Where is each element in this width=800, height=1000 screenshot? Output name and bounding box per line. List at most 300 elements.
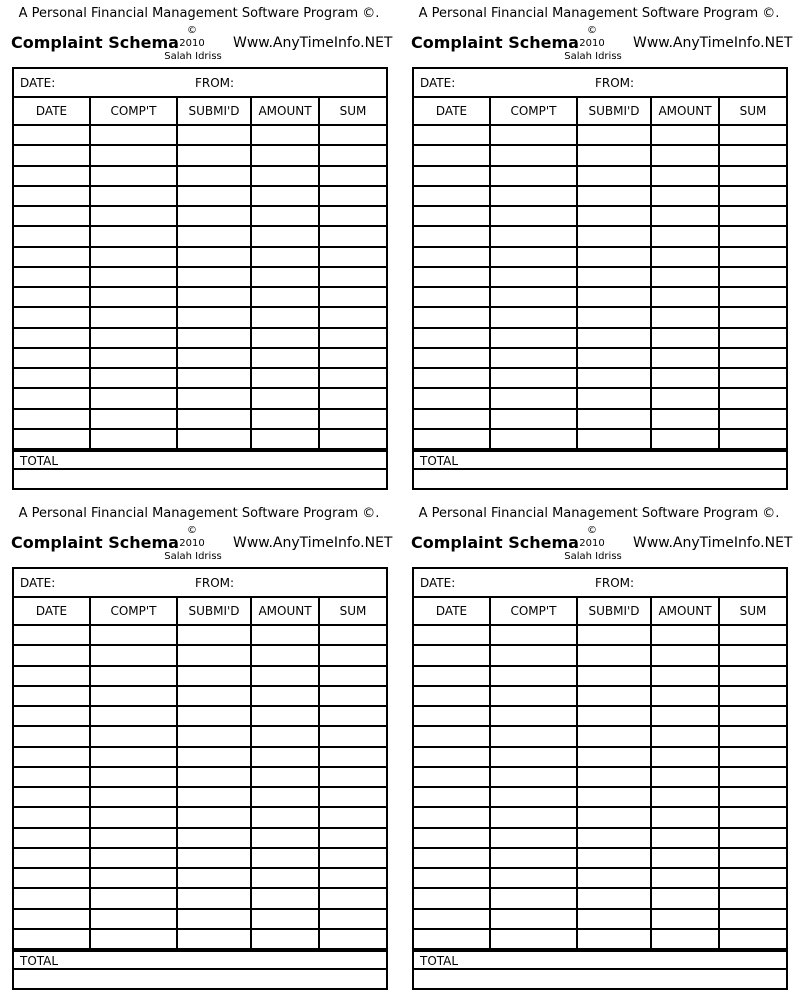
table-cell[interactable] xyxy=(90,909,177,929)
table-cell[interactable] xyxy=(319,287,386,307)
table-cell[interactable] xyxy=(251,807,319,827)
table-cell[interactable] xyxy=(651,868,719,888)
table-cell[interactable] xyxy=(651,409,719,429)
table-cell[interactable] xyxy=(651,706,719,726)
table-cell[interactable] xyxy=(251,145,319,165)
table-cell[interactable] xyxy=(719,328,786,348)
table-cell[interactable] xyxy=(719,409,786,429)
table-cell[interactable] xyxy=(177,686,251,706)
table-cell[interactable] xyxy=(251,726,319,746)
table-cell[interactable] xyxy=(251,388,319,408)
table-cell[interactable] xyxy=(177,645,251,665)
table-cell[interactable] xyxy=(319,125,386,145)
table-cell[interactable] xyxy=(490,388,577,408)
table-cell[interactable] xyxy=(490,666,577,686)
table-cell[interactable] xyxy=(719,186,786,206)
table-cell[interactable] xyxy=(251,368,319,388)
website-link[interactable]: Www.AnyTimeInfo.NET xyxy=(233,35,393,51)
table-cell[interactable] xyxy=(90,625,177,645)
table-cell[interactable] xyxy=(577,267,651,287)
table-cell[interactable] xyxy=(414,929,490,949)
table-cell[interactable] xyxy=(319,888,386,908)
table-cell[interactable] xyxy=(177,267,251,287)
table-cell[interactable] xyxy=(90,429,177,449)
table-cell[interactable] xyxy=(414,787,490,807)
table-cell[interactable] xyxy=(651,828,719,848)
table-cell[interactable] xyxy=(251,125,319,145)
table-cell[interactable] xyxy=(177,828,251,848)
table-cell[interactable] xyxy=(319,686,386,706)
table-cell[interactable] xyxy=(251,429,319,449)
table-cell[interactable] xyxy=(577,848,651,868)
table-cell[interactable] xyxy=(490,247,577,267)
table-cell[interactable] xyxy=(319,929,386,949)
table-cell[interactable] xyxy=(251,747,319,767)
table-cell[interactable] xyxy=(319,429,386,449)
table-cell[interactable] xyxy=(651,686,719,706)
table-cell[interactable] xyxy=(414,645,490,665)
table-cell[interactable] xyxy=(651,166,719,186)
table-cell[interactable] xyxy=(90,287,177,307)
table-cell[interactable] xyxy=(651,909,719,929)
table-cell[interactable] xyxy=(719,145,786,165)
table-cell[interactable] xyxy=(651,747,719,767)
table-cell[interactable] xyxy=(14,206,90,226)
table-cell[interactable] xyxy=(177,787,251,807)
table-cell[interactable] xyxy=(490,706,577,726)
table-cell[interactable] xyxy=(577,706,651,726)
table-cell[interactable] xyxy=(14,726,90,746)
table-cell[interactable] xyxy=(90,368,177,388)
table-cell[interactable] xyxy=(14,828,90,848)
table-cell[interactable] xyxy=(14,429,90,449)
table-cell[interactable] xyxy=(251,247,319,267)
table-cell[interactable] xyxy=(319,828,386,848)
table-cell[interactable] xyxy=(490,807,577,827)
table-cell[interactable] xyxy=(577,125,651,145)
table-cell[interactable] xyxy=(14,706,90,726)
table-cell[interactable] xyxy=(490,125,577,145)
table-cell[interactable] xyxy=(651,348,719,368)
table-cell[interactable] xyxy=(319,909,386,929)
table-cell[interactable] xyxy=(651,186,719,206)
table-cell[interactable] xyxy=(490,828,577,848)
table-cell[interactable] xyxy=(577,429,651,449)
table-cell[interactable] xyxy=(319,267,386,287)
table-cell[interactable] xyxy=(14,328,90,348)
table-cell[interactable] xyxy=(90,206,177,226)
table-cell[interactable] xyxy=(90,388,177,408)
table-cell[interactable] xyxy=(90,307,177,327)
table-cell[interactable] xyxy=(414,307,490,327)
table-cell[interactable] xyxy=(319,206,386,226)
table-cell[interactable] xyxy=(14,186,90,206)
table-cell[interactable] xyxy=(177,307,251,327)
table-cell[interactable] xyxy=(651,807,719,827)
table-cell[interactable] xyxy=(414,186,490,206)
table-cell[interactable] xyxy=(414,807,490,827)
table-cell[interactable] xyxy=(177,429,251,449)
table-cell[interactable] xyxy=(177,767,251,787)
table-cell[interactable] xyxy=(414,328,490,348)
table-cell[interactable] xyxy=(490,368,577,388)
table-cell[interactable] xyxy=(719,686,786,706)
table-cell[interactable] xyxy=(251,206,319,226)
table-cell[interactable] xyxy=(90,328,177,348)
table-cell[interactable] xyxy=(251,226,319,246)
table-cell[interactable] xyxy=(414,909,490,929)
table-cell[interactable] xyxy=(414,409,490,429)
table-cell[interactable] xyxy=(90,848,177,868)
table-cell[interactable] xyxy=(414,145,490,165)
table-cell[interactable] xyxy=(414,267,490,287)
table-cell[interactable] xyxy=(90,186,177,206)
table-cell[interactable] xyxy=(651,848,719,868)
table-cell[interactable] xyxy=(90,868,177,888)
table-cell[interactable] xyxy=(319,848,386,868)
table-cell[interactable] xyxy=(719,726,786,746)
table-cell[interactable] xyxy=(719,287,786,307)
table-cell[interactable] xyxy=(490,226,577,246)
table-cell[interactable] xyxy=(577,666,651,686)
table-cell[interactable] xyxy=(251,828,319,848)
table-cell[interactable] xyxy=(490,328,577,348)
table-cell[interactable] xyxy=(14,747,90,767)
table-cell[interactable] xyxy=(651,145,719,165)
table-cell[interactable] xyxy=(90,267,177,287)
table-cell[interactable] xyxy=(251,686,319,706)
table-cell[interactable] xyxy=(90,409,177,429)
table-cell[interactable] xyxy=(14,848,90,868)
table-cell[interactable] xyxy=(414,747,490,767)
table-cell[interactable] xyxy=(14,368,90,388)
table-cell[interactable] xyxy=(490,767,577,787)
table-cell[interactable] xyxy=(14,868,90,888)
table-cell[interactable] xyxy=(490,787,577,807)
table-cell[interactable] xyxy=(577,807,651,827)
table-cell[interactable] xyxy=(414,666,490,686)
table-cell[interactable] xyxy=(177,287,251,307)
table-cell[interactable] xyxy=(414,726,490,746)
table-cell[interactable] xyxy=(90,706,177,726)
table-cell[interactable] xyxy=(319,645,386,665)
table-cell[interactable] xyxy=(251,888,319,908)
table-cell[interactable] xyxy=(490,307,577,327)
table-cell[interactable] xyxy=(414,166,490,186)
table-cell[interactable] xyxy=(90,888,177,908)
table-cell[interactable] xyxy=(251,848,319,868)
table-cell[interactable] xyxy=(719,348,786,368)
table-cell[interactable] xyxy=(577,625,651,645)
table-cell[interactable] xyxy=(651,368,719,388)
table-cell[interactable] xyxy=(719,706,786,726)
table-cell[interactable] xyxy=(177,929,251,949)
table-cell[interactable] xyxy=(577,247,651,267)
table-cell[interactable] xyxy=(577,828,651,848)
table-cell[interactable] xyxy=(651,787,719,807)
table-cell[interactable] xyxy=(490,645,577,665)
table-cell[interactable] xyxy=(577,409,651,429)
table-cell[interactable] xyxy=(90,787,177,807)
table-cell[interactable] xyxy=(651,267,719,287)
website-link[interactable]: Www.AnyTimeInfo.NET xyxy=(233,535,393,551)
table-cell[interactable] xyxy=(719,206,786,226)
table-cell[interactable] xyxy=(177,368,251,388)
table-cell[interactable] xyxy=(14,686,90,706)
table-cell[interactable] xyxy=(251,307,319,327)
table-cell[interactable] xyxy=(414,625,490,645)
table-cell[interactable] xyxy=(14,909,90,929)
website-link[interactable]: Www.AnyTimeInfo.NET xyxy=(633,35,793,51)
table-cell[interactable] xyxy=(651,388,719,408)
table-cell[interactable] xyxy=(251,348,319,368)
table-cell[interactable] xyxy=(177,888,251,908)
table-cell[interactable] xyxy=(719,226,786,246)
table-cell[interactable] xyxy=(577,166,651,186)
table-cell[interactable] xyxy=(651,247,719,267)
table-cell[interactable] xyxy=(251,287,319,307)
table-cell[interactable] xyxy=(14,767,90,787)
table-cell[interactable] xyxy=(319,767,386,787)
table-cell[interactable] xyxy=(651,625,719,645)
table-cell[interactable] xyxy=(90,929,177,949)
table-cell[interactable] xyxy=(251,706,319,726)
table-cell[interactable] xyxy=(719,368,786,388)
table-cell[interactable] xyxy=(719,247,786,267)
table-cell[interactable] xyxy=(14,348,90,368)
table-cell[interactable] xyxy=(319,145,386,165)
table-cell[interactable] xyxy=(319,747,386,767)
table-cell[interactable] xyxy=(719,645,786,665)
table-cell[interactable] xyxy=(177,625,251,645)
table-cell[interactable] xyxy=(14,666,90,686)
table-cell[interactable] xyxy=(651,125,719,145)
table-cell[interactable] xyxy=(319,348,386,368)
table-cell[interactable] xyxy=(719,828,786,848)
table-cell[interactable] xyxy=(14,247,90,267)
table-cell[interactable] xyxy=(90,767,177,787)
table-cell[interactable] xyxy=(414,767,490,787)
table-cell[interactable] xyxy=(251,186,319,206)
table-cell[interactable] xyxy=(719,166,786,186)
table-cell[interactable] xyxy=(577,287,651,307)
table-cell[interactable] xyxy=(719,267,786,287)
table-cell[interactable] xyxy=(651,328,719,348)
table-cell[interactable] xyxy=(177,706,251,726)
table-cell[interactable] xyxy=(14,226,90,246)
table-cell[interactable] xyxy=(490,429,577,449)
table-cell[interactable] xyxy=(490,166,577,186)
table-cell[interactable] xyxy=(14,388,90,408)
table-cell[interactable] xyxy=(490,868,577,888)
table-cell[interactable] xyxy=(414,287,490,307)
table-cell[interactable] xyxy=(414,206,490,226)
table-cell[interactable] xyxy=(719,747,786,767)
table-cell[interactable] xyxy=(90,166,177,186)
table-cell[interactable] xyxy=(319,666,386,686)
table-cell[interactable] xyxy=(719,429,786,449)
table-cell[interactable] xyxy=(177,909,251,929)
table-cell[interactable] xyxy=(651,666,719,686)
table-cell[interactable] xyxy=(719,848,786,868)
table-cell[interactable] xyxy=(719,666,786,686)
table-cell[interactable] xyxy=(90,666,177,686)
table-cell[interactable] xyxy=(319,807,386,827)
table-cell[interactable] xyxy=(14,166,90,186)
table-cell[interactable] xyxy=(490,186,577,206)
table-cell[interactable] xyxy=(414,686,490,706)
table-cell[interactable] xyxy=(177,226,251,246)
table-cell[interactable] xyxy=(577,888,651,908)
table-cell[interactable] xyxy=(651,287,719,307)
table-cell[interactable] xyxy=(414,388,490,408)
table-cell[interactable] xyxy=(177,328,251,348)
table-cell[interactable] xyxy=(719,888,786,908)
table-cell[interactable] xyxy=(719,787,786,807)
table-cell[interactable] xyxy=(490,625,577,645)
table-cell[interactable] xyxy=(577,348,651,368)
table-cell[interactable] xyxy=(577,328,651,348)
table-cell[interactable] xyxy=(319,868,386,888)
table-cell[interactable] xyxy=(251,787,319,807)
table-cell[interactable] xyxy=(90,807,177,827)
table-cell[interactable] xyxy=(414,429,490,449)
table-cell[interactable] xyxy=(577,145,651,165)
table-cell[interactable] xyxy=(577,767,651,787)
table-cell[interactable] xyxy=(577,388,651,408)
table-cell[interactable] xyxy=(177,666,251,686)
table-cell[interactable] xyxy=(414,125,490,145)
table-cell[interactable] xyxy=(651,645,719,665)
table-cell[interactable] xyxy=(577,226,651,246)
table-cell[interactable] xyxy=(251,868,319,888)
table-cell[interactable] xyxy=(490,348,577,368)
table-cell[interactable] xyxy=(319,307,386,327)
table-cell[interactable] xyxy=(319,186,386,206)
table-cell[interactable] xyxy=(14,625,90,645)
table-cell[interactable] xyxy=(577,787,651,807)
table-cell[interactable] xyxy=(651,767,719,787)
table-cell[interactable] xyxy=(490,145,577,165)
table-cell[interactable] xyxy=(577,368,651,388)
table-cell[interactable] xyxy=(414,247,490,267)
table-cell[interactable] xyxy=(577,929,651,949)
table-cell[interactable] xyxy=(251,166,319,186)
table-cell[interactable] xyxy=(251,625,319,645)
table-cell[interactable] xyxy=(651,307,719,327)
table-cell[interactable] xyxy=(251,767,319,787)
table-cell[interactable] xyxy=(14,287,90,307)
table-cell[interactable] xyxy=(490,206,577,226)
table-cell[interactable] xyxy=(251,666,319,686)
table-cell[interactable] xyxy=(14,787,90,807)
table-cell[interactable] xyxy=(90,747,177,767)
table-cell[interactable] xyxy=(414,226,490,246)
table-cell[interactable] xyxy=(319,787,386,807)
table-cell[interactable] xyxy=(14,307,90,327)
table-cell[interactable] xyxy=(319,409,386,429)
table-cell[interactable] xyxy=(719,868,786,888)
table-cell[interactable] xyxy=(319,726,386,746)
table-cell[interactable] xyxy=(177,125,251,145)
table-cell[interactable] xyxy=(414,848,490,868)
table-cell[interactable] xyxy=(490,267,577,287)
table-cell[interactable] xyxy=(490,747,577,767)
table-cell[interactable] xyxy=(319,328,386,348)
table-cell[interactable] xyxy=(90,828,177,848)
table-cell[interactable] xyxy=(319,368,386,388)
table-cell[interactable] xyxy=(251,909,319,929)
table-cell[interactable] xyxy=(719,909,786,929)
table-cell[interactable] xyxy=(577,868,651,888)
table-cell[interactable] xyxy=(90,145,177,165)
table-cell[interactable] xyxy=(90,226,177,246)
table-cell[interactable] xyxy=(14,125,90,145)
table-cell[interactable] xyxy=(490,287,577,307)
table-cell[interactable] xyxy=(251,929,319,949)
table-cell[interactable] xyxy=(651,726,719,746)
table-cell[interactable] xyxy=(651,206,719,226)
table-cell[interactable] xyxy=(14,267,90,287)
website-link[interactable]: Www.AnyTimeInfo.NET xyxy=(633,535,793,551)
table-cell[interactable] xyxy=(251,645,319,665)
table-cell[interactable] xyxy=(719,929,786,949)
table-cell[interactable] xyxy=(719,125,786,145)
table-cell[interactable] xyxy=(177,348,251,368)
table-cell[interactable] xyxy=(177,145,251,165)
table-cell[interactable] xyxy=(319,706,386,726)
table-cell[interactable] xyxy=(651,226,719,246)
table-cell[interactable] xyxy=(651,929,719,949)
table-cell[interactable] xyxy=(319,247,386,267)
table-cell[interactable] xyxy=(414,828,490,848)
table-cell[interactable] xyxy=(177,166,251,186)
table-cell[interactable] xyxy=(651,429,719,449)
table-cell[interactable] xyxy=(719,807,786,827)
table-cell[interactable] xyxy=(90,686,177,706)
table-cell[interactable] xyxy=(577,909,651,929)
table-cell[interactable] xyxy=(90,125,177,145)
table-cell[interactable] xyxy=(490,686,577,706)
table-cell[interactable] xyxy=(490,726,577,746)
table-cell[interactable] xyxy=(319,226,386,246)
table-cell[interactable] xyxy=(490,909,577,929)
table-cell[interactable] xyxy=(177,206,251,226)
table-cell[interactable] xyxy=(651,888,719,908)
table-cell[interactable] xyxy=(177,388,251,408)
table-cell[interactable] xyxy=(577,186,651,206)
table-cell[interactable] xyxy=(251,267,319,287)
table-cell[interactable] xyxy=(577,747,651,767)
table-cell[interactable] xyxy=(251,328,319,348)
table-cell[interactable] xyxy=(577,686,651,706)
table-cell[interactable] xyxy=(177,726,251,746)
table-cell[interactable] xyxy=(490,848,577,868)
table-cell[interactable] xyxy=(490,929,577,949)
table-cell[interactable] xyxy=(490,888,577,908)
table-cell[interactable] xyxy=(177,186,251,206)
table-cell[interactable] xyxy=(14,929,90,949)
table-cell[interactable] xyxy=(319,625,386,645)
table-cell[interactable] xyxy=(177,868,251,888)
table-cell[interactable] xyxy=(14,145,90,165)
table-cell[interactable] xyxy=(177,848,251,868)
table-cell[interactable] xyxy=(319,388,386,408)
table-cell[interactable] xyxy=(490,409,577,429)
table-cell[interactable] xyxy=(719,625,786,645)
table-cell[interactable] xyxy=(577,645,651,665)
table-cell[interactable] xyxy=(577,206,651,226)
